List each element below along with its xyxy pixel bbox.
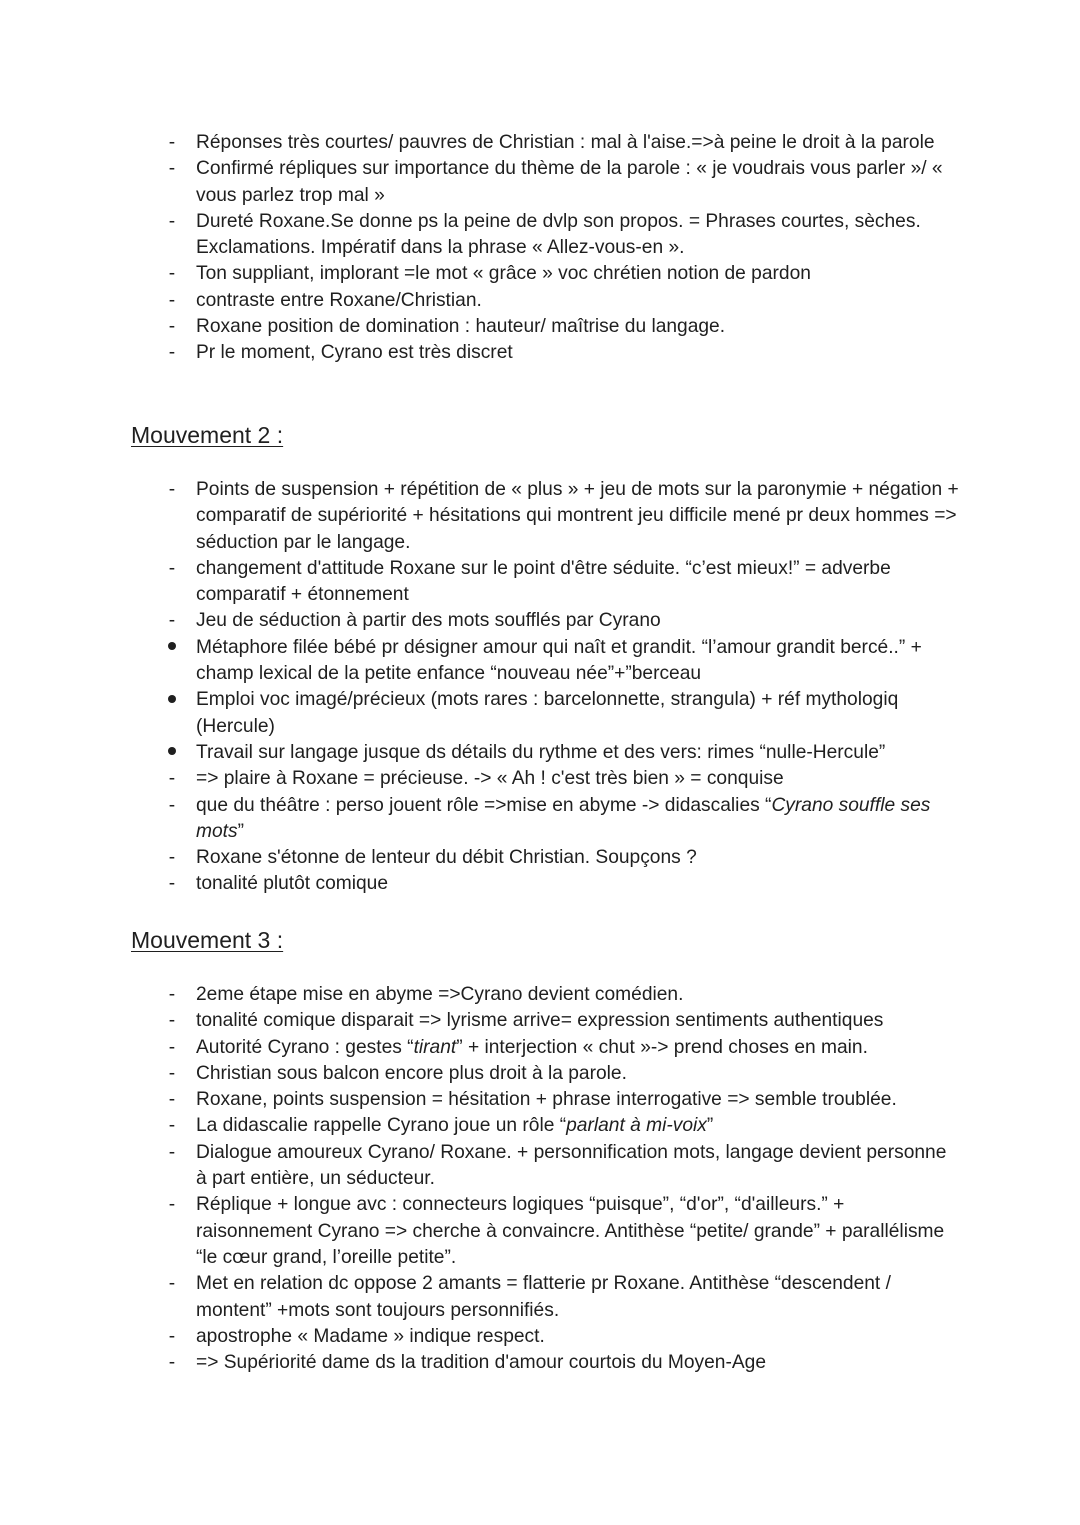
list-item-text-after: ” + interjection « chut »-> prend choses en main. [456,1036,868,1058]
list-item-text: Autorité Cyrano : gestes “ [196,1036,414,1058]
list-item-text: => Supériorité dame ds la tradition d'amour courtois du Moyen-Age [196,1352,767,1374]
list-item [0,845,1080,871]
list-item [0,314,1080,340]
list-item-text: Roxane, points suspension = hésitation + phrase interrogative => semble troublée. [196,1089,897,1111]
list-item-text: Ton suppliant, implorant =le mot « grâce » voc chrétien notion de pardon [196,263,811,285]
list-item-text: 2eme étape mise en abyme =>Cyrano devient comédien. [196,984,684,1005]
list-item [0,1061,1080,1087]
list-item-text: Points de suspension + répétition de « plus » + jeu de mots sur la paronymie + négation + comparatif de supériorité + hésitations qui montrent jeu difficile mené pr deux hommes => séduction par le langage. [196,479,959,553]
list-item [0,1192,1080,1271]
dash-marker [162,288,182,314]
bullet-dot-marker [162,687,182,713]
dash-marker [162,156,182,182]
section2-list [0,477,1080,898]
list-item-text: Métaphore filée bébé pr désigner amour qui naît et grandit. “l’amour grandit bercé..” + champ lexical de la petite enfance “nouveau née”+”berceau [196,636,922,685]
list-item-text: que du théâtre : perso jouent rôle =>mise en abyme -> didascalies “ [196,794,772,816]
dash-marker [162,130,182,156]
list-item [0,608,1080,634]
dash-marker [162,1140,182,1166]
dash-marker [162,793,182,819]
list-item-text: contraste entre Roxane/Christian. [196,289,482,311]
list-item-text: Dureté Roxane.Se donne ps la peine de dvlp son propos. = Phrases courtes, sèches. Exclamations. Impératif dans la phrase « Allez-vous-en ». [196,210,921,259]
list-item-text: Dialogue amoureux Cyrano/ Roxane. + personnification mots, langage devient personne à part entière, un séducteur. [196,1141,947,1190]
section3-heading: Mouvement 3 : [131,927,284,953]
list-item-text-after: ” [706,1115,714,1137]
list-item-text: => plaire à Roxane = précieuse. -> « Ah ! c'est très bien » = conquise [196,768,784,790]
list-item-text: tonalité comique disparait => lyrisme arrive= expression sentiments authentiques [196,1010,884,1032]
dash-marker [162,982,182,1008]
list-item-italic: Cyrano souffle ses mots [196,794,931,842]
dash-marker [162,1061,182,1087]
dash-marker [162,556,182,582]
list-item-text: Jeu de séduction à partir des mots soufflés par Cyrano [196,610,661,632]
dash-marker [162,1192,182,1218]
list-item [0,556,1080,609]
list-item-text-after: ” [237,820,244,842]
section1-list [0,130,1080,367]
dash-marker [162,871,182,897]
list-item [0,1035,1080,1061]
list-item [0,1087,1080,1113]
list-item [0,871,1080,897]
list-item-text: Roxane position de domination : hauteur/ maîtrise du langage. [196,316,726,338]
list-item [0,793,1080,846]
list-item [0,1113,1080,1139]
dash-marker [162,1035,182,1061]
dash-marker [162,477,182,503]
dash-marker [162,340,182,366]
dash-marker [162,1324,182,1350]
list-item [0,1140,1080,1193]
list-item [0,1008,1080,1034]
dash-marker [162,1350,182,1376]
list-item [0,477,1080,556]
list-item-text: Réponses très courtes/ pauvres de Christian : mal à l'aise.=>à peine le droit à la parole [196,132,935,153]
dash-marker [162,1271,182,1297]
dash-marker [162,608,182,634]
list-item-italic: parlant à mi-voix [566,1115,707,1137]
list-item-text: changement d'attitude Roxane sur le point d'être séduite. “c’est mieux!” = adverbe comparatif + étonnement [196,557,891,606]
dash-marker [162,845,182,871]
list-item [0,130,1080,156]
dash-marker [162,209,182,235]
list-item [0,156,1080,209]
list-item-text: La didascalie rappelle Cyrano joue un rôle “ [196,1115,567,1137]
list-item-text: tonalité plutôt comique [196,873,388,895]
dash-marker [162,1113,182,1139]
list-item-text: Emploi voc imagé/précieux (mots rares : barcelonnette, strangula) + réf mythologiq (Hercule) [196,689,899,737]
list-item [0,209,1080,262]
list-item [0,1350,1080,1376]
list-item [0,340,1080,366]
bullet-dot-marker [162,740,182,766]
dash-marker [162,766,182,792]
bullet-dot-marker [162,635,182,661]
dash-marker [162,1008,182,1034]
list-item-text: Confirmé répliques sur importance du thème de la parole : « je voudrais vous parler »/ « vous parlez trop mal » [196,158,943,206]
dash-marker [162,261,182,287]
list-item [0,261,1080,287]
list-item-text: Travail sur langage jusque ds détails du rythme et des vers: rimes “nulle-Hercule” [196,741,886,763]
list-item [0,288,1080,314]
list-item-text: Pr le moment, Cyrano est très discret [196,342,513,364]
list-item [0,635,1080,688]
list-item [0,766,1080,792]
list-item-text: apostrophe « Madame » indique respect. [196,1325,545,1347]
dash-marker [162,1087,182,1113]
list-item-text: Christian sous balcon encore plus droit à la parole. [196,1062,627,1084]
section2-heading: Mouvement 2 : [131,422,284,448]
section3-list [0,982,1080,1376]
list-item [0,1271,1080,1324]
list-item-text: Roxane s'étonne de lenteur du débit Christian. Soupçons ? [196,847,697,869]
list-item-text: Met en relation dc oppose 2 amants = flatterie pr Roxane. Antithèse “descendent / montent” +mots sont toujours personnifiés. [196,1273,891,1321]
list-item-text: Réplique + longue avc : connecteurs logiques “puisque”, “d'or”, “d'ailleurs.” + raisonnement Cyrano => cherche à convaincre. Antithèse “petite/ grande” + parallélisme “le cœur grand, l’oreille petite”. [196,1194,945,1268]
list-item [0,687,1080,740]
list-item-italic: tirant [413,1036,457,1058]
dash-marker [162,314,182,340]
list-item [0,982,1080,1008]
list-item [0,740,1080,766]
list-item [0,1324,1080,1350]
